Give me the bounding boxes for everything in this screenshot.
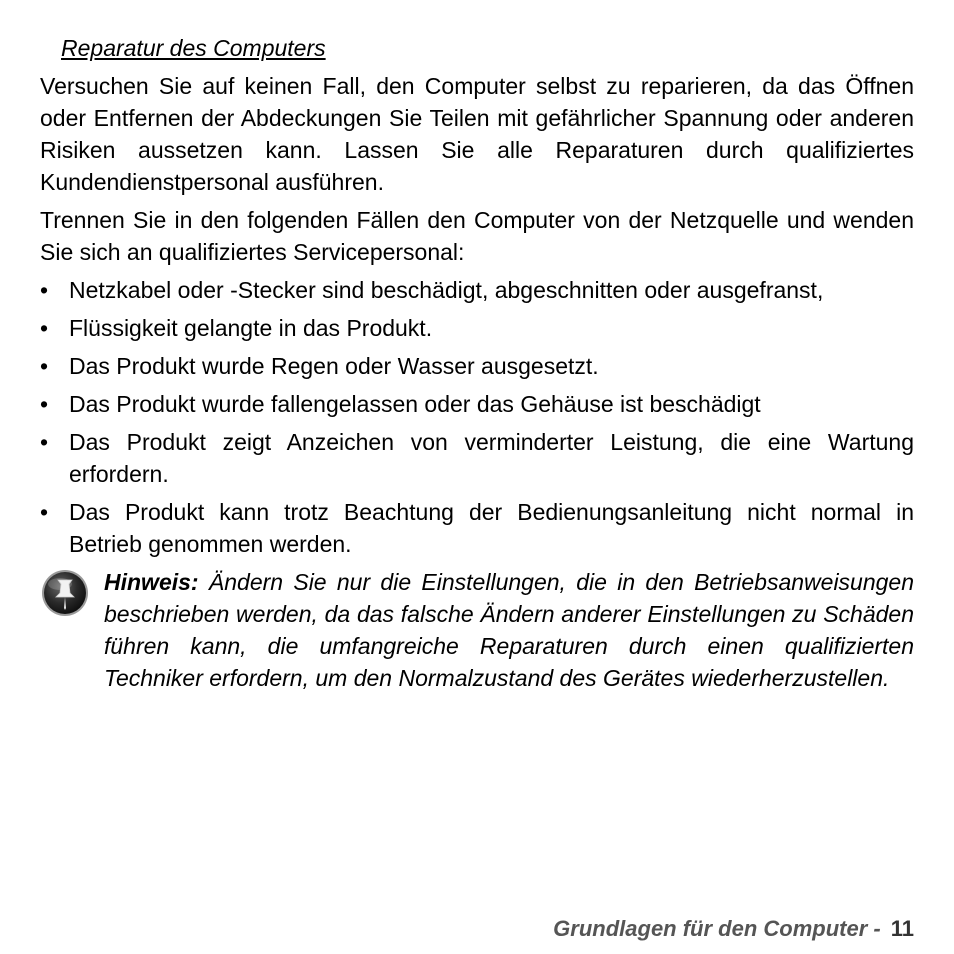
list-item-text: Netzkabel oder -Stecker sind beschädigt, abgeschnitten oder ausgefranst, <box>69 277 824 303</box>
list-item <box>40 388 914 420</box>
list-item-text: Flüssigkeit gelangte in das Produkt. <box>69 315 433 341</box>
bullet-icon: • <box>40 315 49 341</box>
note-text <box>104 566 914 694</box>
list-item <box>40 496 914 560</box>
list-item <box>40 312 914 344</box>
note-label: Hinweis: <box>104 569 199 595</box>
pushpin-note-icon <box>40 568 90 618</box>
list-item-text: Das Produkt kann trotz Beachtung der Bedienungsanleitung nicht normal in Betrieb genommen werden. <box>69 499 914 557</box>
list-item <box>40 426 914 490</box>
paragraph-repair-warning: Versuchen Sie auf keinen Fall, den Computer selbst zu reparieren, da das Öffnen oder Entfernen der Abdeckungen Sie Teilen mit gefährlicher Spannung oder anderen Risiken aussetzen kann. Lassen Sie alle Reparaturen durch qualifiziertes Kundendienstpersonal ausführen. <box>40 73 914 195</box>
note-box <box>40 566 914 694</box>
footer-chapter-title: Grundlagen für den Computer - <box>553 916 881 941</box>
page-footer <box>553 914 914 944</box>
list-item-text: Das Produkt wurde fallengelassen oder das Gehäuse ist beschädigt <box>69 391 761 417</box>
note-body: Ändern Sie nur die Einstellungen, die in den Betriebsanweisungen beschrieben werden, da das falsche Ändern anderer Einstellungen zu Schäden führen kann, die umfangreiche Reparaturen durch einen qualifizierten Techniker erfordern, um den Normalzustand des Gerätes wiederherzustellen. <box>104 569 915 691</box>
list-item-text: Das Produkt zeigt Anzeichen von verminderter Leistung, die eine Wartung erfordern. <box>69 429 914 487</box>
bullet-icon: • <box>40 391 49 417</box>
page-number: 11 <box>890 916 914 941</box>
bullet-icon: • <box>40 277 49 303</box>
document-page <box>40 32 914 694</box>
list-item-text: Das Produkt wurde Regen oder Wasser ausgesetzt. <box>69 353 599 379</box>
list-item <box>40 274 914 306</box>
bullet-icon: • <box>40 353 49 379</box>
bullet-icon: • <box>40 429 49 455</box>
paragraph-disconnect-intro: Trennen Sie in den folgenden Fällen den Computer von der Netzquelle und wenden Sie sich an qualifiziertes Servicepersonal: <box>40 207 914 265</box>
list-item <box>40 350 914 382</box>
bullet-icon: • <box>40 499 49 525</box>
bullet-list <box>40 274 914 560</box>
section-heading: Reparatur des Computers <box>61 35 326 61</box>
